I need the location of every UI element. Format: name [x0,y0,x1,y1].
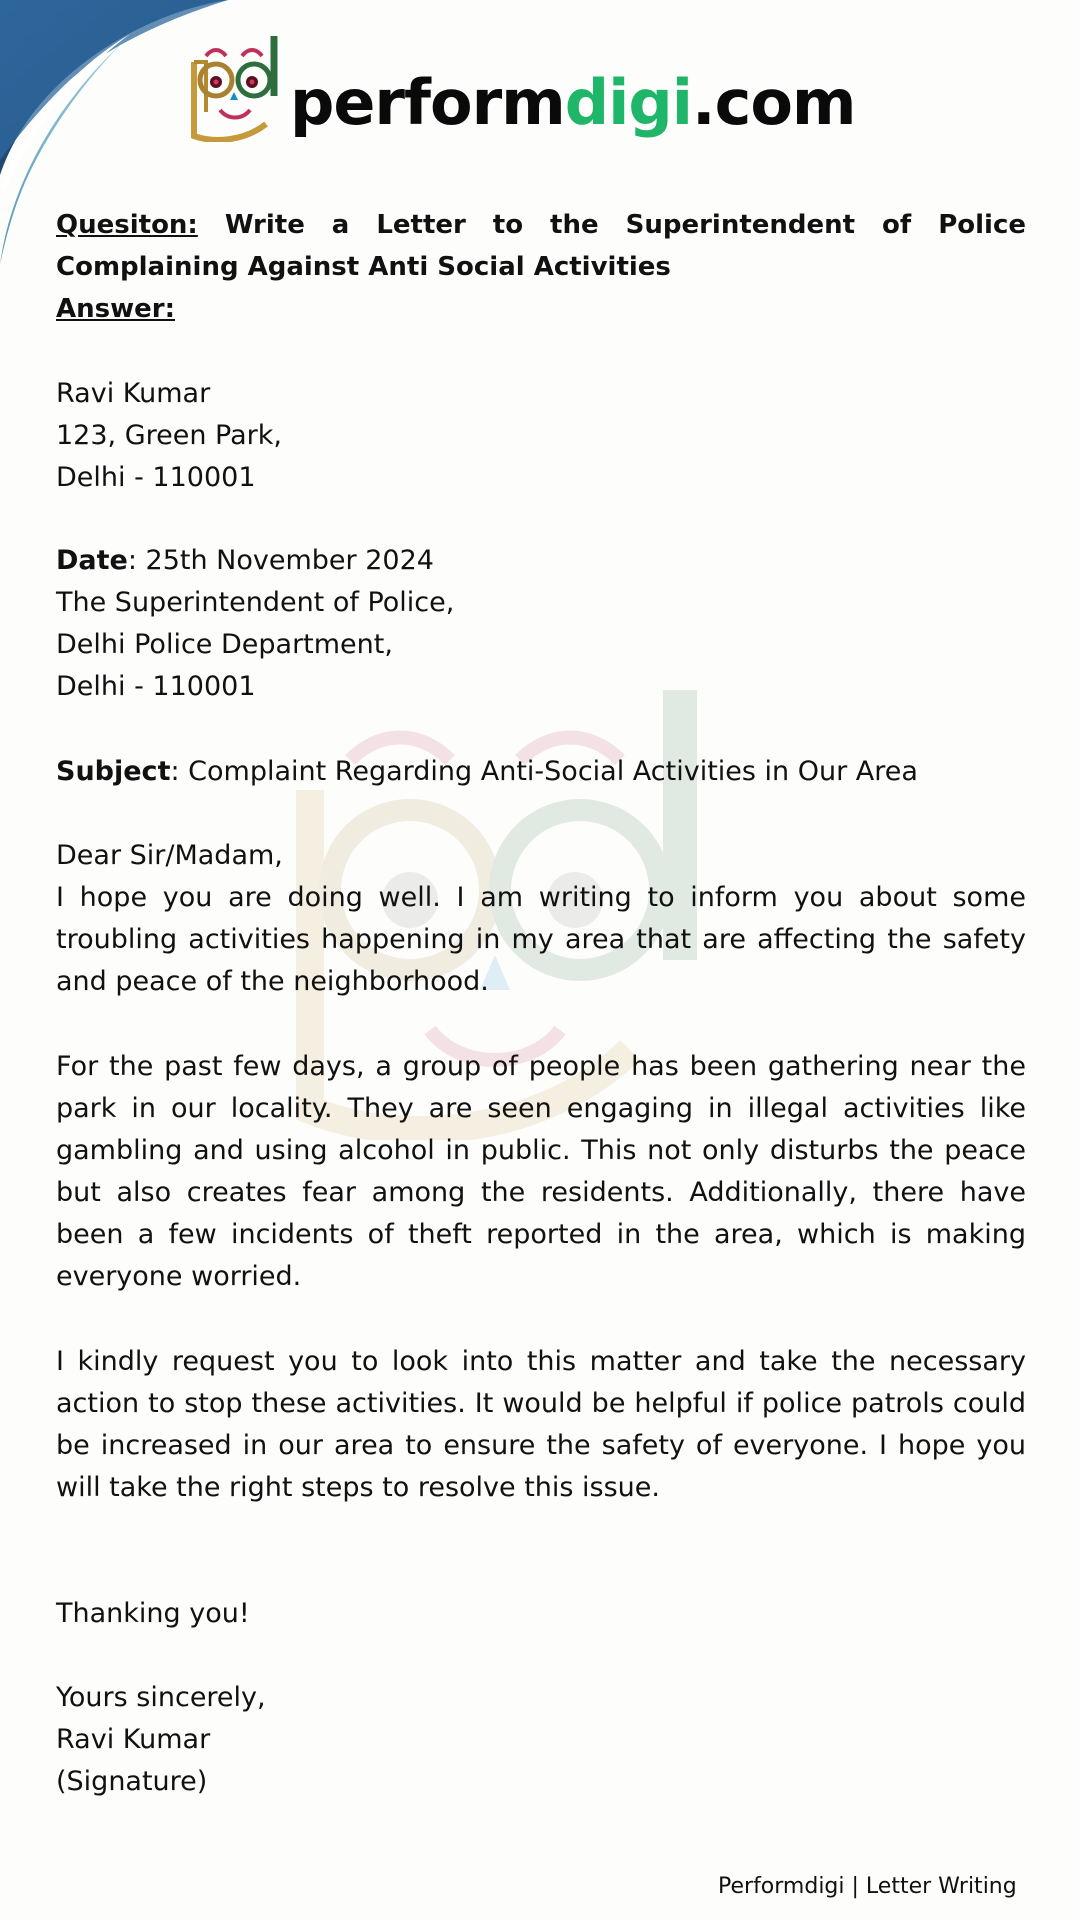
date-value: : 25th November 2024 [127,545,434,576]
signature-line: (Signature) [56,1766,208,1797]
pd-face-logo-icon [186,32,292,142]
brand-prefix: perform [290,66,565,139]
question-label: Quesiton: [56,210,198,240]
sender-address-line2: Delhi - 110001 [56,462,256,493]
subject-value: : Complaint Regarding Anti-Social Activities in Our Area [170,756,918,787]
question-text: Write a Letter to the Superintendent of Police Complaining Against Anti Social Activities [56,210,1026,282]
thanks-line: Thanking you! [56,1598,250,1629]
date-label: Date [56,545,128,576]
body-paragraph-2: For the past few days, a group of people has been gathering near the park in our locality. They are seen engaging in illegal activities like gambling and using alcohol in public. This not only disturbs the peace but also creates fear among the residents. Additionally, there have been a few incidents of theft reported in the area, which is making everyone worried. [56,1051,1026,1292]
footer-text: Performdigi | Letter Writing [718,1874,1017,1899]
body-paragraph-3: I kindly request you to look into this matter and take the necessary action to stop these activities. It would be helpful if police patrols could be increased in our area to ensure the safety of everyone. I hope you will take the right steps to resolve this issue. [56,1346,1026,1503]
closing-name: Ravi Kumar [56,1724,211,1755]
body-paragraph-1: I hope you are doing well. I am writing to inform you about some troubling activities happening in my area that are affecting the safety and peace of the neighborhood. [56,882,1026,997]
subject-label: Subject [56,756,171,787]
valediction: Yours sincerely, [56,1682,266,1713]
date-line [56,540,434,582]
sender-address-line1: 123, Green Park, [56,420,282,451]
recipient-line1: The Superintendent of Police, [56,587,455,618]
sender-name: Ravi Kumar [56,378,211,409]
recipient-line2: Delhi Police Department, [56,629,393,660]
brand-highlight: digi [564,66,693,139]
question-block [56,204,1026,288]
brand-suffix: .com [692,66,856,139]
subject-line [56,751,918,793]
brand-wordmark [290,68,856,138]
salutation: Dear Sir/Madam, [56,840,283,871]
answer-label: Answer: [56,294,175,324]
recipient-line3: Delhi - 110001 [56,671,256,702]
